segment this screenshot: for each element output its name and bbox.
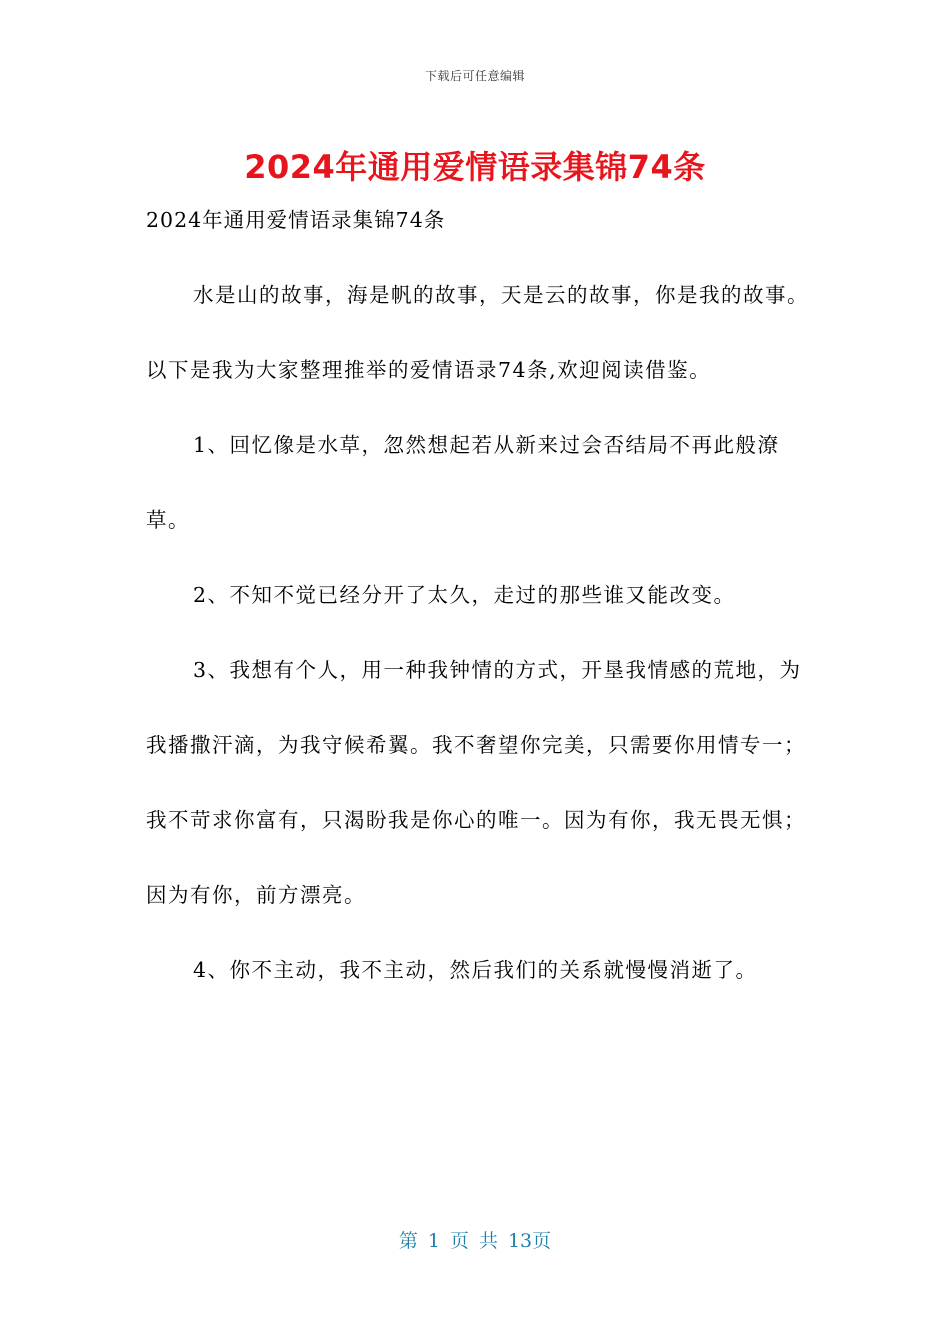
document-subtitle: 2024年通用爱情语录集锦74条 <box>146 208 446 232</box>
page-footer <box>0 1226 950 1253</box>
paragraph-intro: 水是山的故事，海是帆的故事，天是云的故事，你是我的故事。以下是我为大家整理推举的爱情语录74条,欢迎阅读借鉴。 <box>146 283 809 382</box>
paragraph-quote-2: 2、不知不觉已经分开了太久，走过的那些谁又能改变。 <box>193 583 736 607</box>
footer-prefix: 第 <box>398 1230 418 1252</box>
header-note: 下载后可任意编辑 <box>424 69 525 83</box>
document-title: 2024年通用爱情语录集锦74条 <box>244 148 706 186</box>
paragraph-quote-1: 1、回忆像是水草，忽然想起若从新来过会否结局不再此般潦草。 <box>146 433 780 532</box>
paragraph-quote-4: 4、你不主动，我不主动，然后我们的关系就慢慢消逝了。 <box>193 958 758 982</box>
footer-page-unit: 页 <box>449 1230 469 1252</box>
footer-total-label: 共 <box>478 1230 498 1252</box>
paragraph-quote-3: 3、我想有个人，用一种我钟情的方式，开垦我情感的荒地，为我播撒汗滴，为我守候希翼。我不奢望你完美，只需要你用情专一；我不苛求你富有，只渴盼我是你心的唯一。因为有你，我无畏无惧；因为有你，前方漂亮。 <box>146 658 806 907</box>
footer-total-pages: 13页 <box>507 1230 552 1252</box>
document-body <box>146 258 814 1008</box>
footer-page-number: 1 <box>427 1230 440 1252</box>
